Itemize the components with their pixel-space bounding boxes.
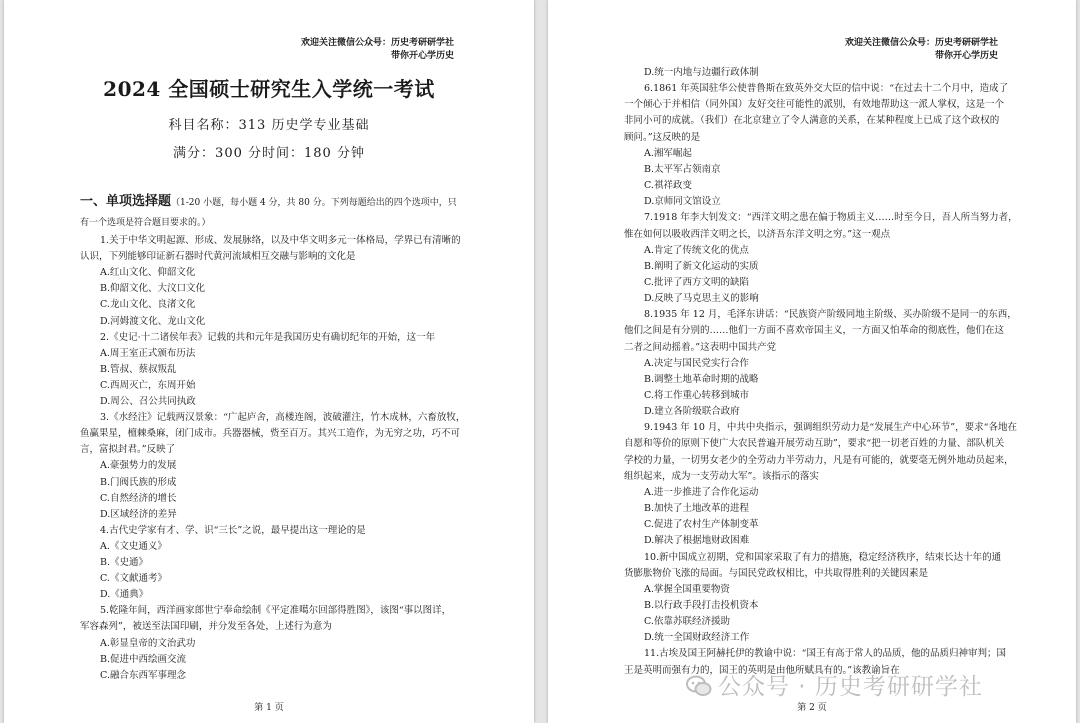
- exam-score: 满分：300 分时间：180 分钟: [173, 146, 365, 161]
- header-line-2: 带你开心学历史: [390, 51, 454, 61]
- question-line: C.依靠苏联经济援助: [644, 616, 730, 628]
- question-line: B.阐明了新文化运动的实质: [644, 260, 759, 272]
- question-line: B.调整土地革命时期的战略: [644, 373, 759, 385]
- question-line: 军容森列”，被送至法国印刷，并分发至各处，上述行为意为: [80, 621, 332, 633]
- question-line: A.湘军崛起: [644, 147, 692, 159]
- wechat-icon: [686, 675, 712, 697]
- question-line: D.解决了根据地财政困难: [644, 535, 750, 547]
- section-heading: [80, 196, 457, 209]
- question-line: B.以行政手段打击投机资本: [644, 599, 759, 611]
- question-line: 自愿和等价的原则下使广大农民普遍开展劳动互助”，要求“把一切老百姓的力量、部队机关: [624, 438, 1005, 450]
- question-line: 9.1943 年 10 月，中共中央指示，强调组织劳动力是“发展生产中心环节”，要求“各地在: [644, 422, 1017, 434]
- question-line: C.将工作重心转移到城市: [644, 390, 749, 401]
- question-line: 组织起来，成为一支劳动大军”。该指示的落实: [624, 470, 819, 482]
- question-line: C.西周灭亡，东周开始: [100, 379, 196, 391]
- exam-page-1: [4, 0, 534, 723]
- question-line: 言，富拟封君。”反映了: [80, 444, 176, 456]
- watermark: [686, 668, 983, 701]
- question-line: A.《文史通义》: [100, 540, 167, 552]
- question-line: A.掌握全国重要物资: [644, 583, 730, 595]
- exam-page-2: [548, 0, 1076, 723]
- question-line: D.京师同文馆设立: [644, 196, 721, 208]
- question-line: A.红山文化、仰韶文化: [100, 267, 196, 279]
- section-title: 一、单项选择题: [80, 194, 172, 209]
- question-line: 学校的力量，一切男女老少的全劳动力半劳动力，凡是有可能的，就要毫无例外地动员起来，: [624, 454, 1014, 466]
- question-line: A.豪强势力的发展: [100, 460, 177, 472]
- question-line: 货膨胀物价飞涨的局面。与国民党政权相比，中共取得胜利的关键因素是: [624, 567, 929, 579]
- question-line: C.批评了西方文明的缺陷: [644, 276, 749, 288]
- question-line: D.《通典》: [100, 589, 149, 601]
- section-note-2: 有一个选项是符合题目要求的。）: [80, 218, 211, 228]
- question-line: D.反映了马克思主义的影响: [644, 293, 759, 305]
- section-note: （1-20 小题，每小题 4 分，共 80 分。下列每题给出的四个选项中，只: [171, 198, 457, 208]
- question-line: 8.1935 年 12 月，毛泽东讲话：“民族资产阶级同地主阶级、买办阶级不是同一的东西，: [644, 309, 1017, 321]
- question-line: B.仰韶文化、大汶口文化: [100, 283, 206, 295]
- question-line: B.加快了土地改革的进程: [644, 503, 750, 515]
- question-line: B.太平军占领南京: [644, 163, 721, 175]
- question-line: 他们之间是有分别的……他们一方面不喜欢帝国主义，一方面又怕革命的彻底性，他们在这: [624, 325, 1005, 337]
- question-line: D.统一内地与边疆行政体制: [644, 67, 759, 78]
- question-line: B.促进中西绘画交流: [100, 653, 187, 665]
- question-line: 1.关于中华文明起源、形成、发展脉络，以及中华文明多元一体格局，学界已有清晰的: [100, 235, 461, 246]
- question-line: 6.1861 年英国驻华公使普鲁斯在致英外交大臣的信中说：“在过去十二个月中，造成了: [644, 83, 1009, 95]
- question-line: D.统一全国财政经济工作: [644, 632, 750, 644]
- header-line-1: 欢迎关注微信公众号：历史考研研学社: [300, 38, 454, 48]
- question-line: 认识，下列能够印证新石器时代黄河流域相互交融与影响的文化是: [80, 251, 356, 263]
- question-line: C.促进了农村生产体制变革: [644, 519, 759, 531]
- question-line: 顾问。”这反映的是: [624, 131, 701, 143]
- question-line: A.进一步推进了合作化运动: [644, 486, 759, 498]
- page-header: [301, 37, 454, 63]
- question-line: 王是英明而强有力的，国王的英明是由他所赋具有的。”该教谕旨在: [624, 664, 900, 676]
- header-line-2: 带你开心学历史: [934, 51, 998, 61]
- question-line: D.河姆渡文化、龙山文化: [100, 315, 206, 327]
- question-line: 11.古埃及国王阿赫托伊的教谕中说：“国王有高于常人的品质，他的品质归神审判；国: [644, 648, 1006, 660]
- exam-title: 2024 全国硕士研究生入学统一考试: [103, 77, 435, 101]
- question-line: C.自然经济的增长: [100, 492, 177, 504]
- question-line: C.《文献通考》: [100, 573, 167, 585]
- page-number: 第 1 页: [254, 703, 284, 713]
- question-line: 一个倾心于并相信（同外国）友好交往可能性的派别，有效地帮助这一派人掌权，这是一个: [624, 99, 1005, 111]
- question-line: A.肯定了传统文化的优点: [644, 244, 749, 256]
- question-line: A.决定与国民党实行合作: [644, 357, 749, 369]
- question-line: 7.1918 年李大钊发文：“西洋文明之患在偏于物质主义……时至今日，吾人所当努力者，: [644, 212, 1018, 224]
- question-line: C.融合东西军事理念: [100, 669, 186, 681]
- page-number: 第 2 页: [797, 703, 827, 713]
- header-line-1: 欢迎关注微信公众号：历史考研研学社: [844, 38, 998, 48]
- page-header: [845, 37, 998, 63]
- question-line: 惟在如何以吸收西洋文明之长，以济吾东洋文明之穷。”这一观点: [624, 228, 891, 240]
- question-line: B.管叔、蔡叔叛乱: [100, 363, 177, 375]
- question-line: 2.《史记·十二诸侯年表》记载的共和元年是我国历史有确切纪年的开始，这一年: [100, 331, 436, 343]
- question-line: D.区域经济的差异: [100, 508, 177, 520]
- question-line: 4.古代史学家有才、学、识“三长”之说，最早提出这一理论的是: [100, 524, 366, 536]
- question-line: 非同小可的成就。（我们）在北京建立了令人满意的关系，在某种程度上已成了这个政权的: [624, 115, 1000, 127]
- question-line: D.建立各阶级联合政府: [644, 406, 740, 418]
- question-line: C.祺祥政变: [644, 180, 692, 192]
- question-line: 鱼赢果星，檀棘桑麻，闭门成市。兵器器械，赀至百万。其兴工造作，为无穷之功，巧不可: [80, 428, 461, 440]
- question-line: A.周王室正式颁布历法: [100, 347, 196, 359]
- question-line: B.门阀氏族的形成: [100, 476, 177, 488]
- question-line: D.周公、召公共同执政: [100, 396, 196, 407]
- question-line: 二者之间动摇着。”这表明中国共产党: [624, 341, 777, 353]
- question-line: B.《史通》: [100, 557, 149, 568]
- question-line: 5.乾隆年间，西洋画家郎世宁奉命绘制《平定准噶尔回部得胜图》，该图“事以图详，: [100, 605, 452, 617]
- exam-subject: 科目名称：313 历史学专业基础: [168, 118, 370, 133]
- question-line: 3.《水经注》记载两汉景象：“广起庐舍，高楼连阁，波破灌注，竹木成林，六畜放牧，: [100, 412, 466, 424]
- question-line: A.彰显皇帝的文治武功: [100, 637, 196, 649]
- question-line: C.龙山文化、良渚文化: [100, 299, 196, 311]
- question-line: 10.新中国成立初期，党和国家采取了有力的措施，稳定经济秩序，结束长达十年的通: [644, 551, 1002, 563]
- watermark-text: 公众号 · 历史考研研学社: [718, 674, 983, 700]
